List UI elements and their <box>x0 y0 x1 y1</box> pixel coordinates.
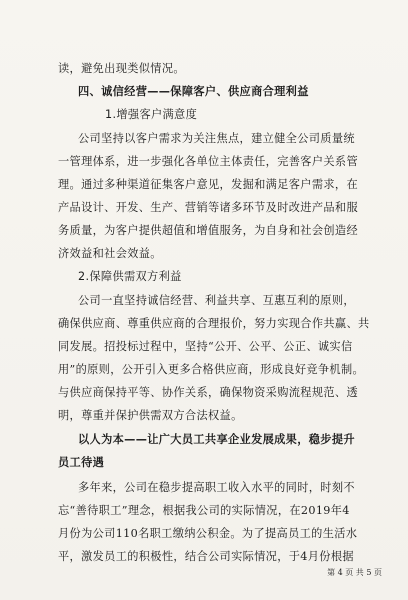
section-heading-continued: 员工待遇 <box>58 456 105 469</box>
text-line: 多年来，公司在稳步提高职工收入水平的同时，时刻不 <box>78 481 355 494</box>
text-line: 公司坚持以客户需求为关注焦点，建立健全公司质量统 <box>78 132 355 145</box>
text-line: 月份为公司110名职工缴纳公积金。为了提高员工的生活水 <box>58 527 358 540</box>
text-line: 理。通过多种渠道征集客户意见，发掘和满足客户需求，在 <box>58 178 358 191</box>
page-number: 第 4 页 共 5 页 <box>327 568 382 577</box>
section-heading: 以人为本——让广大员工共享企业发展成果，稳步提升 <box>78 433 355 446</box>
text-line: 一管理体系，进一步强化各单位主体责任，完善客户关系管 <box>58 155 358 168</box>
text-line: 产品设计、开发、生产、营销等诸多环节及时改进产品和服 <box>58 201 358 214</box>
subsection-heading: 1.增强客户满意度 <box>105 108 198 121</box>
subsection-heading: 2.保障供需双方利益 <box>78 270 182 283</box>
text-line: 公司一直坚持诚信经营、利益共享、互惠互利的原则， <box>78 294 355 307</box>
section-heading: 四、诚信经营——保障客户、供应商合理利益 <box>78 85 309 98</box>
text-line: 济效益和社会效益。 <box>58 247 162 260</box>
text-line: 务质量，为客户提供超值和增值服务，为自身和社会创造经 <box>58 224 358 237</box>
text-line: 平，激发员工的积极性，结合公司实际情况，于4月份根据 <box>58 550 354 563</box>
text-line: 与供应商保持平等、协作关系，确保物资采购流程规范、透 <box>58 386 358 399</box>
text-line: 明，尊重并保护供需双方合法权益。 <box>58 409 243 422</box>
text-line: 同发展。招投标过程中，坚持“公开、公平、公正、诚实信 <box>58 340 353 353</box>
text-line: 读，避免出现类似情况。 <box>58 62 185 75</box>
text-line: 忘“善待职工”理念，根据我公司的实际情况，在2019年4 <box>58 504 350 517</box>
text-line: 确保供应商、尊重供应商的合理报价，努力实现合作共赢、共 <box>58 317 370 330</box>
text-line: 用”的原则，公开引入更多合格供应商，形成良好竞争机制。 <box>58 363 365 376</box>
